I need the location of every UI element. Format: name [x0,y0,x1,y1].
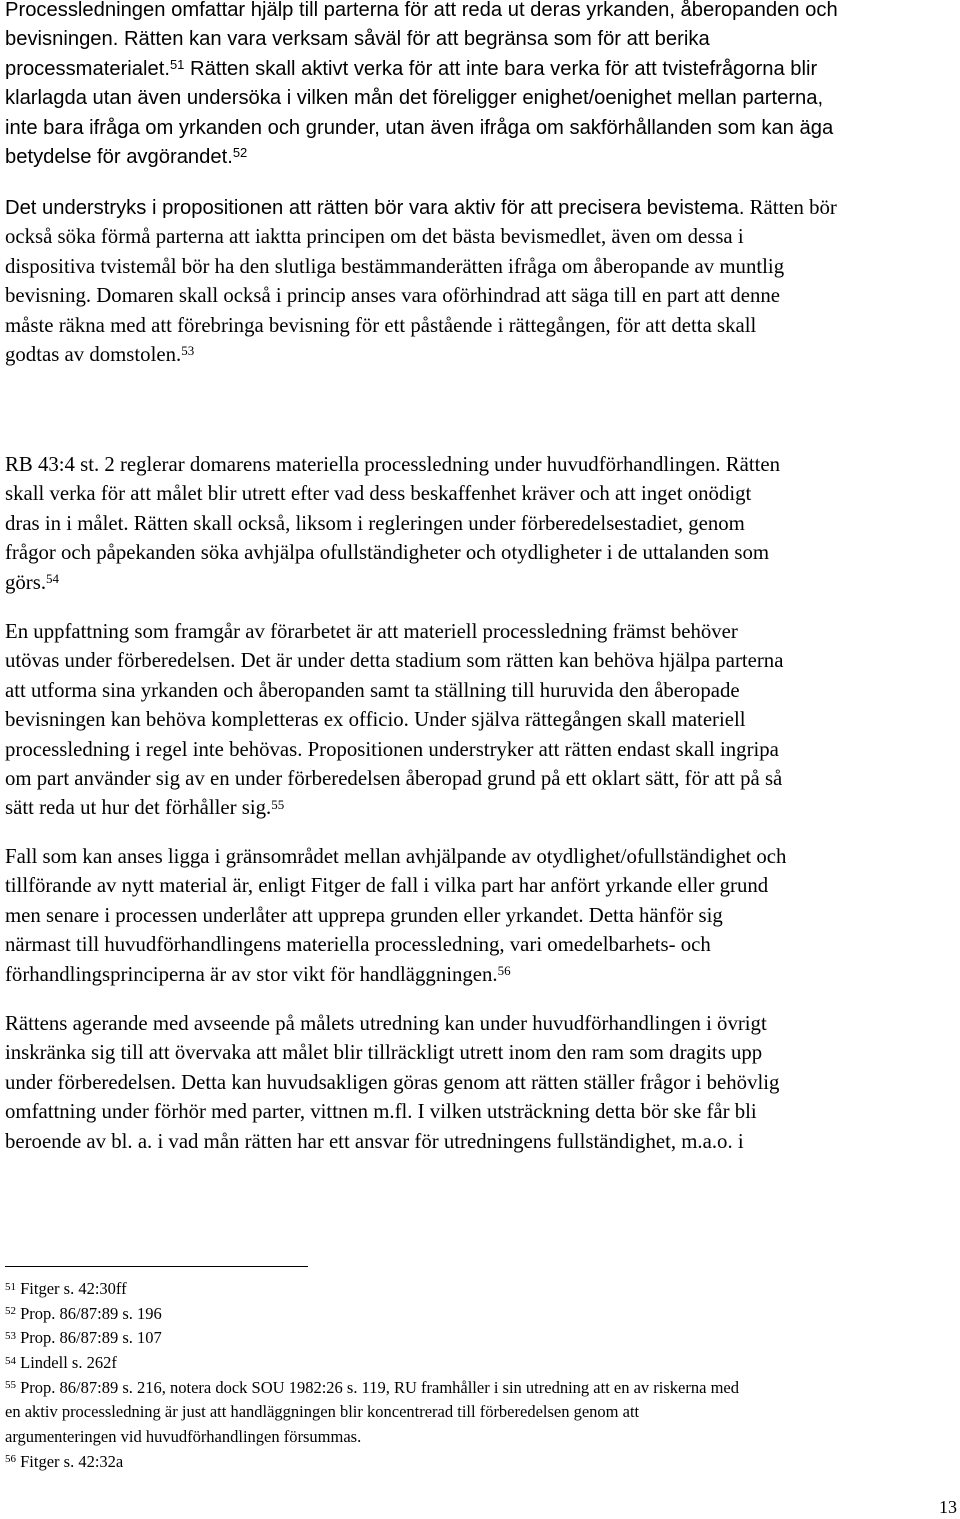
footnote [5,1326,739,1351]
text-run: Det understryks i propositionen att rätten bör vara aktiv för att precisera bevistema. [5,197,745,219]
paragraph-6 [5,1009,779,1156]
footnote-text: argumenteringen vid huvudförhandlingen försummas. [5,1427,362,1447]
footnote-number: 56 [5,1453,16,1466]
text-line: men senare i processen underlåter att upprepa grunden eller yrkandet. Detta hänför sig [5,903,723,927]
text-line [5,340,837,369]
text-line [5,143,838,172]
text-line: skall verka för att målet blir utrett efter vad dess beskaffenhet kräver och att inget onödigt [5,482,752,506]
text-line: omfattning under förhör med parter, vittnen m.fl. I vilken utsträckning detta bör ske får bli [5,1100,757,1124]
footnote [5,1302,739,1327]
text-run: förhandlingsprinciperna är av stor vikt för handläggningen. [5,962,498,986]
footnote-text: en aktiv processledning är just att handläggningen blir koncentrerad till förberedelsen genom att [5,1402,640,1422]
text-line: processledning i regel inte behövas. Propositionen understryker att rätten endast skall ingripa [5,737,779,761]
text-line: En uppfattning som framgår av förarbetet är att materiell processledning främst behöver [5,620,738,643]
footnote-ref[interactable]: 55 [271,796,285,812]
footnote-number: 51 [5,1280,16,1293]
footnote-ref[interactable]: 54 [46,570,60,586]
text-line [5,793,783,822]
footnote [5,1450,739,1475]
text-line: också söka förmå parterna att iaktta principen om det bästa bevismedlet, även om dessa i [5,225,744,249]
text-line: RB 43:4 st. 2 reglerar domarens materiella processledning under huvudförhandlingen. Rätten [5,453,781,476]
footnote [5,1351,739,1376]
footnote-text: Prop. 86/87:89 s. 216, notera dock SOU 1982:26 s. 119, RU framhåller i sin utredning att en av riskerna med [20,1377,739,1397]
text-line: bevisningen kan behöva kompletteras ex officio. Under själva rättegången skall materiell [5,708,746,732]
paragraph-5 [5,842,786,989]
page-number: 13 [939,1497,957,1517]
paragraph-4 [5,617,783,823]
text-line: under förberedelsen. Detta kan huvudsakligen göras genom att rätten ställer frågor i behövlig [5,1070,780,1094]
footnote-text: Fitger s. 42:32a [20,1451,124,1471]
footnote-number: 53 [5,1329,16,1342]
footnote-ref[interactable]: 53 [181,343,195,359]
text-line: bevisning. Domaren skall också i princip anses vara oförhindrad att säga till en part att denne [5,284,781,308]
footnote-text: Prop. 86/87:89 s. 196 [20,1303,162,1323]
text-line [5,568,780,597]
text-line: dras in i målet. Rätten skall också, liksom i regleringen under förberedelsestadiet, genom [5,511,745,535]
text-run: Rätten skall aktivt verka för att inte bara verka för att tvistefrågorna blir [184,57,818,80]
text-line: måste räkna med att förebringa bevisning för ett påstående i rättegången, för att detta skall [5,313,757,337]
text-line: om part använder sig av en under förberedelsen åberopad grund på ett oklart sätt, för att på så [5,766,783,790]
text-run: processmaterialet. [5,57,170,80]
text-run: betydelse för avgörandet. [5,145,233,168]
text-line: beroende av bl. a. i vad mån rätten har ett ansvar för utredningens fullständighet, m.a.o. i [5,1129,744,1153]
text-line: att utforma sina yrkanden och åberopanden samt ta ställning till huruvida den åberopade [5,678,740,702]
text-run: godtas av domstolen. [5,342,182,366]
text-run: Rätten bör [744,196,837,219]
footnote [5,1376,739,1401]
footnote-text: Fitger s. 42:30ff [20,1279,127,1298]
footnote-text: Lindell s. 262f [20,1353,117,1373]
footnote-number: 54 [5,1354,16,1367]
footnote-ref[interactable]: 51 [169,56,185,72]
footnote-number: 52 [5,1305,16,1318]
text-line: Rättens agerande med avseende på målets utredning kan under huvudförhandlingen i övrigt [5,1012,767,1035]
text-line: inte bara ifråga om yrkanden och grunder, utan även ifråga om sakförhållanden som kan äga [5,116,834,139]
text-line: frågor och påpekanden söka avhjälpa ofullständigheter och otydligheter i de uttalanden som [5,541,770,565]
footnotes [5,1277,739,1475]
text-line: Fall som kan anses ligga i gränsområdet mellan avhjälpande av otydlighet/ofullständighet och [5,845,787,868]
text-line: tillförande av nytt material är, enligt Fitger de fall i vilka part har anfört yrkande eller grund [5,874,769,898]
text-run: görs. [5,570,47,594]
text-line [5,960,786,989]
footnote-continuation [5,1425,739,1450]
text-line: bevisningen. Rätten kan vara verksam såväl för att begränsa som för att berika [5,28,710,51]
text-line: närmast till huvudförhandlingens materiella processledning, vari omedelbarhets- och [5,933,711,957]
text-line: Processledningen omfattar hjälp till parterna för att reda ut deras yrkanden, åberopanden och [5,0,838,21]
footnote-ref[interactable]: 56 [497,962,511,978]
paragraph-3 [5,450,780,597]
text-line: dispositiva tvistemål bör ha den slutliga bestämmanderätten ifråga om åberopande av muntlig [5,254,785,278]
footnote-separator [5,1266,308,1267]
text-line [5,193,837,222]
footnote-text: Prop. 86/87:89 s. 107 [20,1328,162,1348]
footnote [5,1277,739,1302]
paragraph-1 [5,0,838,172]
footnote-number: 55 [5,1379,16,1392]
paragraph-2 [5,193,837,369]
text-line [5,55,838,84]
text-line: utövas under förberedelsen. Det är under detta stadium som rätten kan behöva hjälpa parterna [5,649,784,673]
footnote-continuation [5,1400,739,1425]
text-line: klarlagda utan även undersöka i vilken mån det föreligger enighet/oenighet mellan parterna, [5,87,824,110]
text-line: inskränka sig till att övervaka att målet blir tillräckligt utrett inom den ram som dragits upp [5,1041,763,1065]
text-run: sätt reda ut hur det förhåller sig. [5,796,272,820]
footnote-ref[interactable]: 52 [232,145,248,161]
